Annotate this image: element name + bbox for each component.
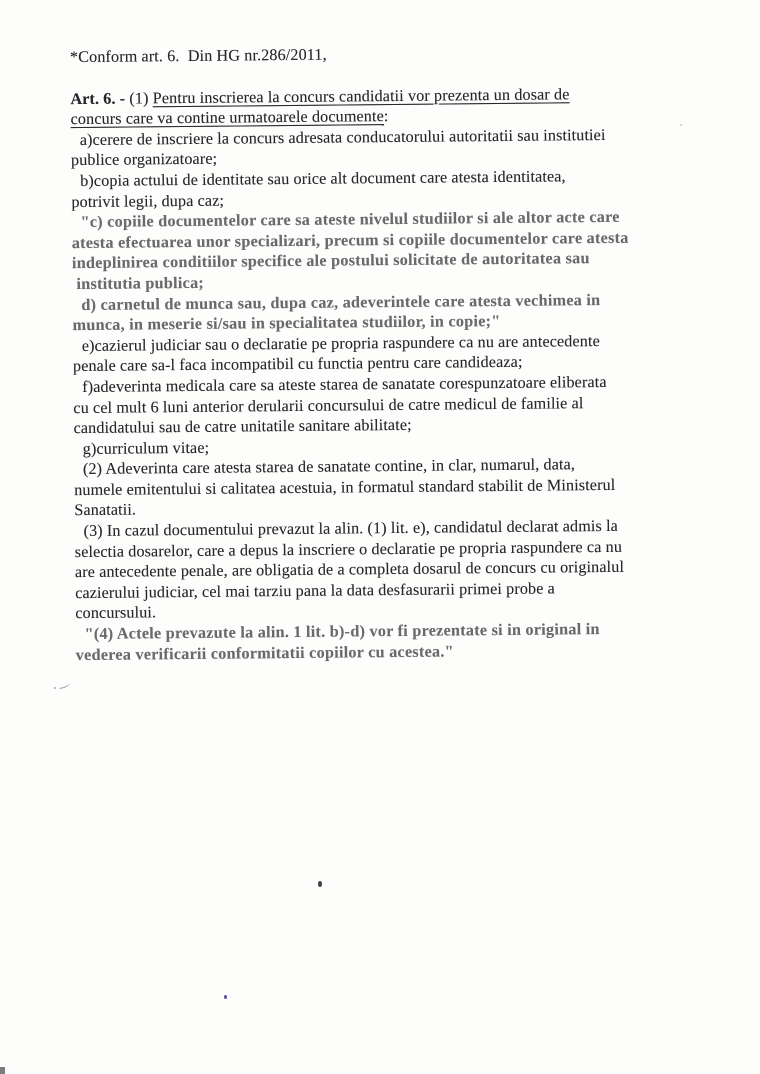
item-g-paragraph: g)curriculum vitae;	[82, 438, 210, 458]
item-f-paragraph: f)adeverinta medicala care sa ateste starea de sanatate corespunzatoare eliberata cu cel mult 6 luni anterior derularii concursului de catre medicul de familie al candidatului sau de catre unitatile sanitare abilitate;	[73, 372, 607, 438]
item-a-paragraph: a)cerere de inscriere la concurs adresata conducatorului autoritatii sau institutiei publice organizatoare;	[70, 125, 606, 170]
underlined-intro-text: Pentru inscrierea la concurs candidatii vor prezenta un dosar de concurs care va contine urmatoarele documente	[70, 84, 570, 129]
intro-colon: :	[383, 107, 389, 126]
article-label: Art. 6. -	[70, 89, 130, 108]
scan-corner-artifact	[0, 1067, 5, 1074]
article-6-intro-paragraph	[70, 82, 715, 129]
pen-mark	[57, 681, 70, 690]
alineat-4-paragraph: "(4) Actele prevazute la alin. 1 lit. b)-d) vor fi prezentate si in original in vederea verificarii conformitatii copiilor cu acestea."	[75, 620, 600, 664]
item-b-paragraph: b)copia actului de identitate sau orice alt document care atesta identitatea, potrivit legii, dupa caz;	[71, 167, 566, 211]
alineat-2-paragraph: (2) Adeverinta care atesta starea de sanatate contine, in clar, numarul, data, numele emitentului si calitatea acestuia, in formatul standard stabilit de Ministerul Sanatatii.	[74, 455, 616, 520]
alineat-3-paragraph: (3) In cazul documentului prevazut la alin. (1) lit. e), candidatul declarat admis la selectia dosarelor, care a depus la inscriere o declaratie pe propria raspundere ca nu are antecedente penale, are obligatia de a completa dosarul de concurs cu originalul cazierului judiciar, cel mai tarziu pana la data desfasurarii primei probe a concursului.	[74, 516, 625, 623]
item-c-paragraph: "c) copiile documentelor care sa ateste nivelul studiilor si ale altor acte care atesta efectuarea unor specializari, precum si copiile documentelor care atesta indeplinirea conditiilor specifice ale postului solicitate de autoritatea sau institutia publica;	[71, 207, 629, 294]
pen-mark-dot	[54, 687, 56, 689]
ink-speck-blue	[224, 995, 227, 999]
ink-speck	[318, 881, 322, 887]
clause-number: (1)	[129, 88, 153, 108]
document-text-block	[70, 41, 721, 665]
header-note: *Conform art. 6. Din HG nr.286/2011,	[69, 45, 327, 67]
item-e-paragraph: e)cazierul judiciar sau o declaratie pe propria raspundere ca nu are antecedente penale care sa-l faca incompatibil cu functia pentru care candideaza;	[72, 331, 600, 376]
item-d-paragraph: d) carnetul de munca sau, dupa caz, adeverintele care atesta vechimea in munca, in meserie si/sau in specialitatea studiilor, in copie;"	[72, 290, 601, 335]
ink-speck-faint	[680, 124, 682, 126]
